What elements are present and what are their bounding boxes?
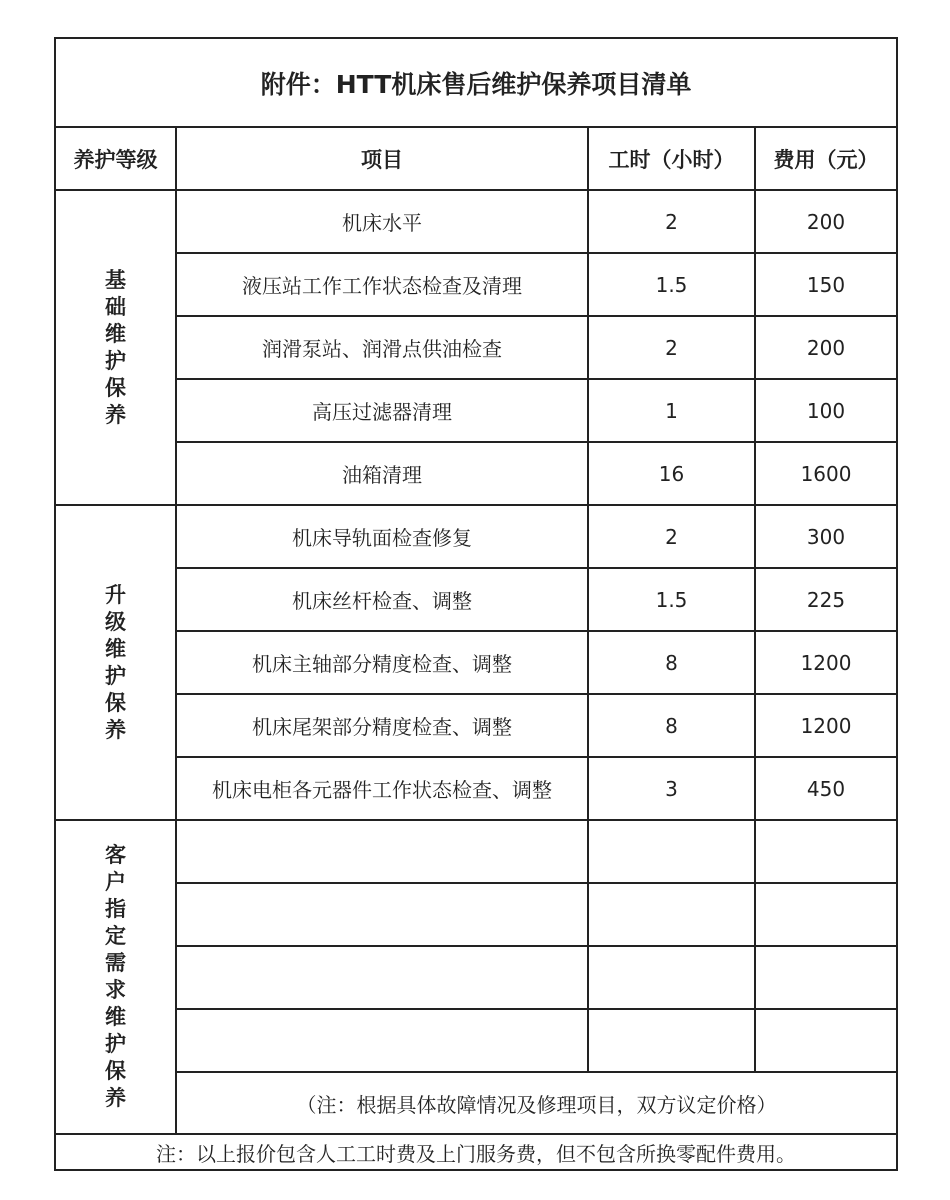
header-level: 养护等级 (55, 127, 176, 190)
hours-cell: 8 (588, 694, 755, 757)
item-cell: 高压过滤器清理 (176, 379, 588, 442)
item-cell: 机床丝杆检查、调整 (176, 568, 588, 631)
hours-cell (588, 820, 755, 883)
table-row (55, 820, 897, 883)
level-upgrade (55, 505, 176, 820)
table-row (55, 631, 897, 694)
item-cell (176, 1009, 588, 1072)
item-cell: 机床水平 (176, 190, 588, 253)
hours-cell (588, 883, 755, 946)
cost-cell: 300 (755, 505, 897, 568)
table-row (55, 505, 897, 568)
header-item: 项目 (176, 127, 588, 190)
footer-note: 注：以上报价包含人工工时费及上门服务费，但不包含所换零配件费用。 (55, 1134, 897, 1170)
item-cell: 机床导轨面检查修复 (176, 505, 588, 568)
table-row (55, 316, 897, 379)
hours-cell: 1.5 (588, 253, 755, 316)
table-row (55, 190, 897, 253)
cost-cell: 150 (755, 253, 897, 316)
cost-cell: 225 (755, 568, 897, 631)
table-row (55, 1009, 897, 1072)
table-row (55, 757, 897, 820)
item-cell: 机床主轴部分精度检查、调整 (176, 631, 588, 694)
hours-cell: 1.5 (588, 568, 755, 631)
header-hours: 工时（小时） (588, 127, 755, 190)
cost-cell: 200 (755, 190, 897, 253)
table-row (55, 1072, 897, 1134)
hours-cell (588, 1009, 755, 1072)
item-cell: 润滑泵站、润滑点供油检查 (176, 316, 588, 379)
item-cell: 机床尾架部分精度检查、调整 (176, 694, 588, 757)
item-cell (176, 946, 588, 1009)
custom-note: （注：根据具体故障情况及修理项目，双方议定价格） (176, 1072, 897, 1134)
page-title: 附件：HTT机床售后维护保养项目清单 (55, 38, 897, 127)
hours-cell: 2 (588, 505, 755, 568)
cost-cell: 100 (755, 379, 897, 442)
hours-cell: 3 (588, 757, 755, 820)
item-cell (176, 820, 588, 883)
level-basic-label: 基础维护保养 (105, 267, 126, 427)
item-cell: 油箱清理 (176, 442, 588, 505)
table-row (55, 253, 897, 316)
cost-cell: 450 (755, 757, 897, 820)
cost-cell (755, 820, 897, 883)
table-row (55, 568, 897, 631)
table-row (55, 442, 897, 505)
title-row (55, 38, 897, 127)
hours-cell: 2 (588, 316, 755, 379)
hours-cell (588, 946, 755, 1009)
hours-cell: 16 (588, 442, 755, 505)
table-row (55, 883, 897, 946)
footer-row (55, 1134, 897, 1170)
cost-cell (755, 946, 897, 1009)
header-row (55, 127, 897, 190)
header-cost: 费用（元） (755, 127, 897, 190)
level-upgrade-label: 升级维护保养 (105, 582, 126, 742)
hours-cell: 2 (588, 190, 755, 253)
hours-cell: 1 (588, 379, 755, 442)
cost-cell (755, 883, 897, 946)
item-cell: 液压站工作工作状态检查及清理 (176, 253, 588, 316)
table-row (55, 946, 897, 1009)
item-cell (176, 883, 588, 946)
cost-cell: 200 (755, 316, 897, 379)
level-custom-label: 客户指定需求维护保养 (105, 843, 126, 1110)
cost-cell: 1200 (755, 694, 897, 757)
table-row (55, 694, 897, 757)
level-custom (55, 820, 176, 1134)
table-row (55, 379, 897, 442)
cost-cell: 1600 (755, 442, 897, 505)
cost-cell (755, 1009, 897, 1072)
cost-cell: 1200 (755, 631, 897, 694)
hours-cell: 8 (588, 631, 755, 694)
item-cell: 机床电柜各元器件工作状态检查、调整 (176, 757, 588, 820)
level-basic (55, 190, 176, 505)
maintenance-table (54, 37, 898, 1171)
